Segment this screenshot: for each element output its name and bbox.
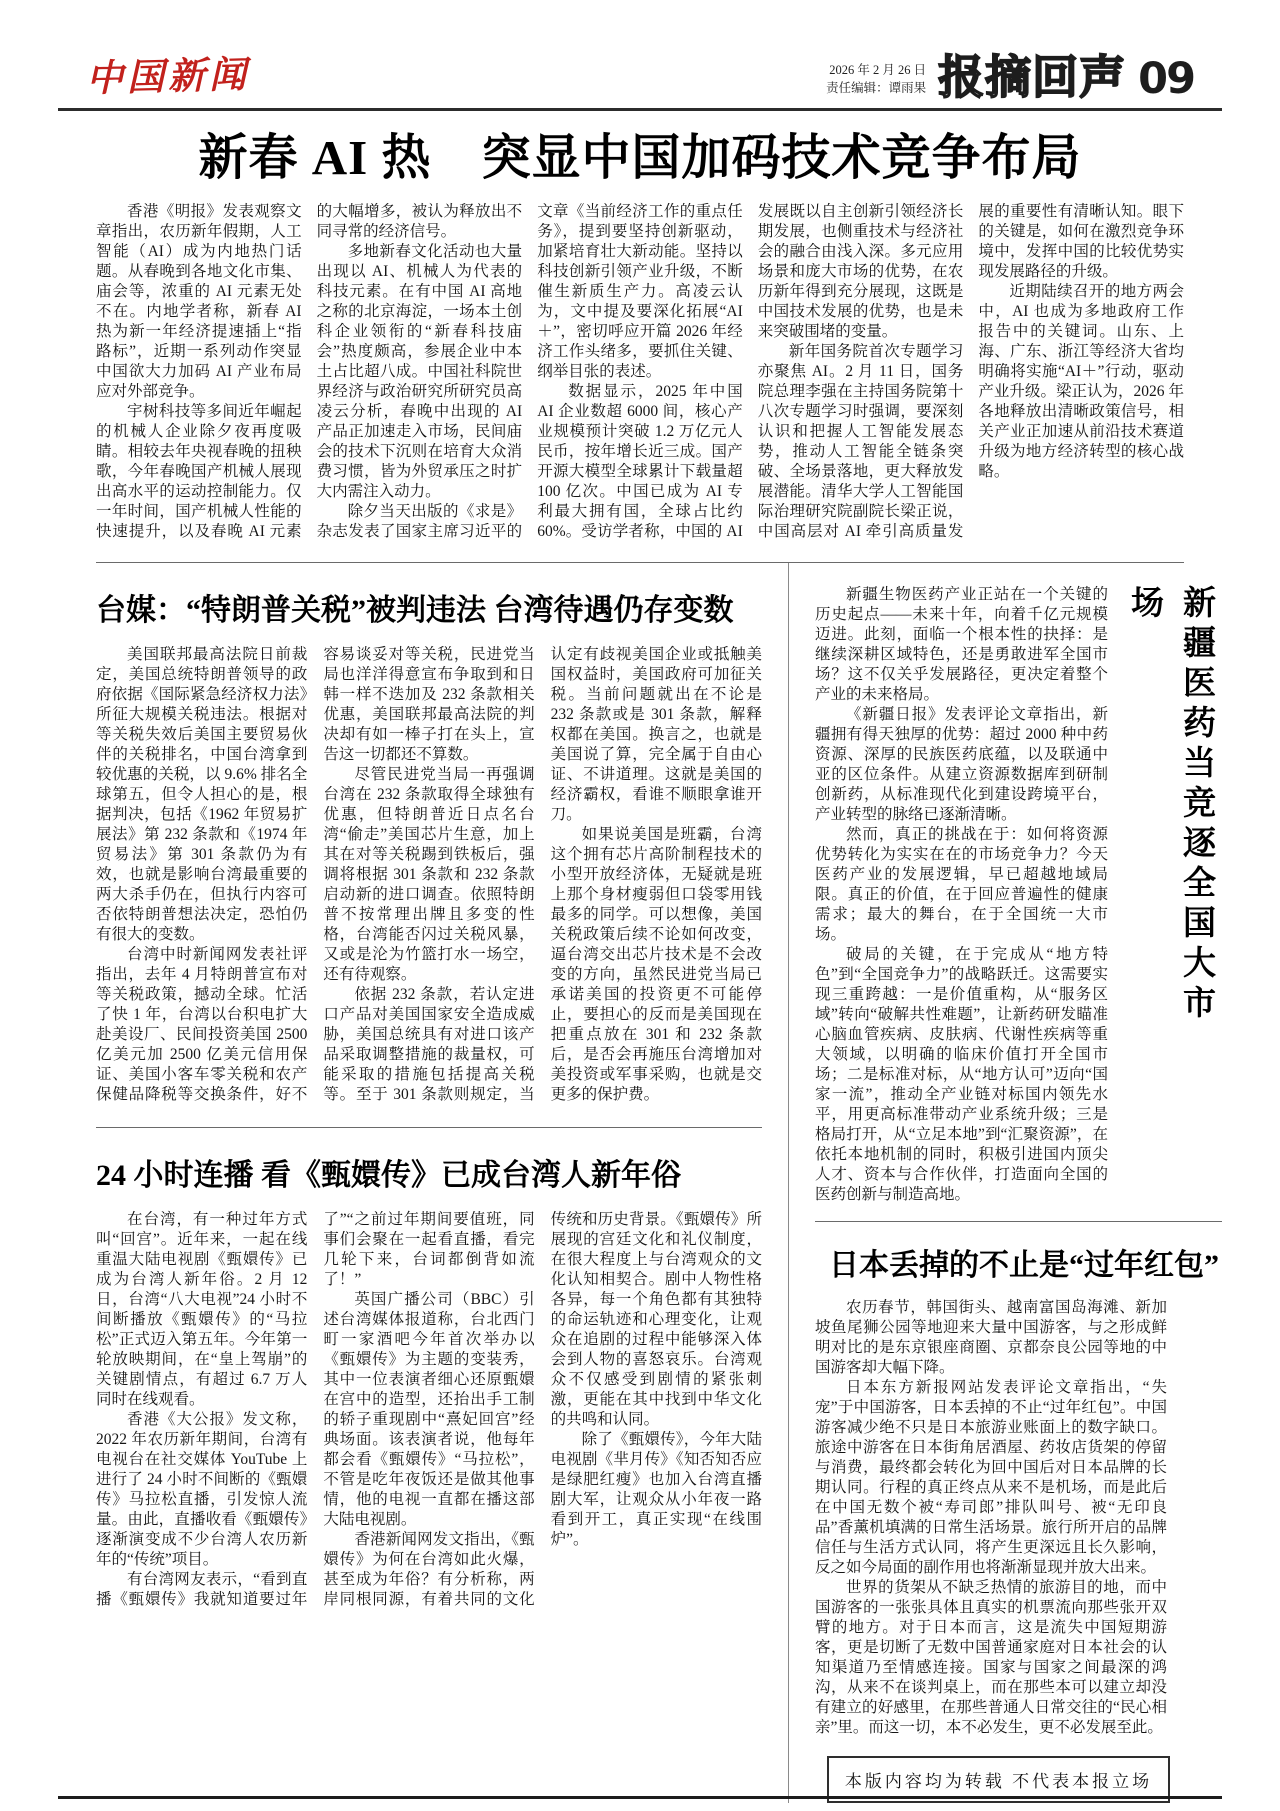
paragraph: 破局的关键，在于完成从“地方特色”到“全国竞争力”的战略跃迁。这需要实现三重跨越：一是价值重构，从“服务区域”转向“破解共性难题”，让新药研发瞄准心脑血管疾病、皮肤病、代谢性疾病等重大领域，以明确的临床价值打开全国市场；二是标准对标，从“地方认可”迈向“国家一流”，推动全产业链对标国内领先水平，用更高标准带动产业系统升级；三是格局打开，从“立足本地”到“汇聚资源”，在依托本地机制的同时，积极引进国内顶尖人才、资本与合作伙伴，打造面向全国的医药创新与制造高地。 bbox=[815, 945, 1108, 1203]
article-japan-body bbox=[815, 1298, 1222, 1738]
editor-credit: 责任编辑：谭雨果 bbox=[826, 81, 927, 95]
article-ai-body bbox=[96, 202, 1184, 542]
article-tariff bbox=[96, 585, 762, 1105]
article-zhenhuan-headline: 24 小时连播 看《甄嬛传》已成台湾人新年俗 bbox=[96, 1158, 681, 1192]
masthead-logo: 中国新闻 bbox=[85, 51, 251, 101]
paragraph: 近期陆续召开的地方两会中，AI 也成为多地政府工作报告中的关键词。山东、上海、广东、浙江等经济大省均明确将实施“AI＋”行动，驱动产业升级。梁正认为，2026 年各地释放出清晰政策信号，相关产业正加速从前沿技术赛道升级为地方经济转型的核心战略。 bbox=[978, 282, 1184, 480]
paragraph: 在台湾，有一种过年方式叫“回宫”。近年来，一起在线重温大陆电视剧《甄嬛传》已成为台湾人新年俗。2 月 12 日，台湾“八大电视”24 小时不间断播放《甄嬛传》的“马拉松”正式迈入第五年。今年第一轮放映期间，在“皇上驾崩”的关键剧情点，有超过 6.7 万人同时在线观看。 bbox=[96, 1210, 308, 1408]
article-japan bbox=[815, 1240, 1222, 1738]
paragraph: 香港《明报》发表观察文章指出，农历新年假期，人工智能（AI）成为内地热门话题。从春晚到各地文化市集、庙会等，浓重的 AI 元素无处不在。内地学者称，新春 AI 热为新一年经济提速插上“指路标”，近期一系列动作突显中国欲大力加码 AI 产业布局应对外部竞争。 bbox=[96, 202, 302, 400]
paragraph: 尽管民进党当局一再强调台湾在 232 条款取得全球独有优惠，但特朗普近日点名台湾“偷走”美国芯片生意，加上其在对等关税踢到铁板后，强调将根据 301 条款和 232 条款启动新的进口调查。依照特朗普不按常理出牌且多变的性格，台湾能否闪过关税风暴，又或是沦为竹篮打水一场空，还有待观察。 bbox=[323, 765, 535, 983]
article-ai-headline: 新春 AI 热 突显中国加码技术竞争布局 bbox=[198, 130, 1082, 185]
paragraph: 农历春节，韩国街头、越南富国岛海滩、新加坡鱼尾狮公园等地迎来大量中国游客，与之形成鲜明对比的是东京银座商圈、京都奈良公园等地的中国游客却大幅下降。 bbox=[815, 1298, 1167, 1376]
lower-right-column bbox=[788, 563, 1222, 1803]
divider-left-articles bbox=[96, 1127, 762, 1128]
section-title: 报摘回声 bbox=[938, 51, 1127, 104]
paragraph: 新年国务院首次专题学习亦聚焦 AI。2 月 11 日，国务院总理李强在主持国务院第十八次专题学习时强调，要深刻认识和把握人工智能发展态势，推动人工智能全链条突破、全场景落地，更大释放发展潜能。清华大学人工智能国际治理研究院副院长梁正说，中国高层对 AI 牵引高质量发展的重要性有清晰认知。眼下的关键是，如何在激烈竞争环境中，发挥中国的比较优势实现发展路径的升级。 bbox=[757, 202, 1184, 540]
paragraph: 英国广播公司（BBC）引述台湾媒体报道称，台北西门町一家酒吧今年首次举办以《甄嬛传》为主题的变装秀，其中一位表演者细心还原甄嬛在宫中的造型，还抬出手工制的轿子重现剧中“熹妃回宫”经典场面。该表演者说，他每年都会看《甄嬛传》“马拉松”，不管是吃年夜饭还是做其他事情，他的电视一直都在播这部大陆电视剧。 bbox=[323, 1290, 535, 1528]
lower-left-column bbox=[96, 563, 762, 1803]
paragraph: 《新疆日报》发表评论文章指出，新疆拥有得天独厚的优势：超过 2000 种中药资源、深厚的民族医药底蕴，以及联通中亚的区位条件。从建立资源数据库到研制创新药，从标准现代化到建设跨境平台，产业转型的脉络已逐渐清晰。 bbox=[815, 705, 1108, 823]
article-zhenhuan-body bbox=[96, 1210, 762, 1610]
article-xinjiang-vertical-headline: 新疆医药当竞逐全国大市场 bbox=[1126, 584, 1214, 1025]
paragraph: 如果说美国是班霸，台湾这个拥有芯片高阶制程技术的小型开放经济体，无疑就是班上那个身材瘦弱但口袋零用钱最多的同学。可以想像，美国关税政策后续不论如何改变，逼台湾交出芯片技术是不会改变的方向，虽然民进党当局已承诺美国的投资更不可能停止，要担心的反而是美国现在把重点放在 301 和 232 条款后，是否会再施压台湾增加对美投资或军事采购，也就是交更多的保护费。 bbox=[550, 825, 762, 1103]
paragraph: 有台湾网友表示，“看到直播《甄嬛传》我就知道要过年了”“之前过年期间要值班，同事们会聚在一起看直播，看完几轮下来，台词都倒背如流了！” bbox=[96, 1210, 535, 1608]
article-tariff-body bbox=[96, 645, 762, 1105]
divider-right-articles bbox=[815, 1221, 1222, 1222]
reprint-disclaimer-box: 本版内容均为转载 不代表本报立场 bbox=[827, 1756, 1170, 1803]
article-xinjiang bbox=[815, 585, 1222, 1205]
article-tariff-headline: 台媒：“特朗普关税”被判违法 台湾待遇仍存变数 bbox=[96, 593, 734, 627]
lower-region bbox=[58, 563, 1222, 1803]
page-number: 09 bbox=[1138, 54, 1194, 105]
paragraph: 除夕当天出版的《求是》杂志发表了国家主席习近平的文章《当前经济工作的重点任务》，提到要坚持创新驱动，加紧培育壮大新动能。坚持以科技创新引领产业升级，不断催生新质生产力。高凌云认为，文中提及要深化拓展“AI＋”，密切呼应开篇 2026 年经济工作头绪多，要抓住关键、纲举目张的表述。 bbox=[316, 202, 743, 540]
paragraph: 世界的货架从不缺乏热情的旅游目的地，而中国游客的一张张具体且真实的机票流向那些张开双臂的地方。对于日本而言，这是流失中国短期游客，更是切断了无数中国普通家庭对日本社会的认知渠道乃至情感连接。国家与国家之间最深的鸿沟，从来不在谈判桌上，而在那些本可以建立却没有建立的好感里，在那些普通人日常交往的“民心相亲”里。而这一切，本不必发生，更不必发展至此。 bbox=[815, 1578, 1167, 1736]
issue-date: 2026 年 2 月 26 日 bbox=[829, 63, 927, 77]
article-ai bbox=[58, 131, 1222, 563]
article-japan-headline: 日本丢掉的不止是“过年红包” bbox=[829, 1248, 1219, 1282]
paragraph: 依据 232 条款，若认定进口产品对美国国家安全造成威胁，美国总统具有对进口该产品采取调整措施的裁量权，可能采取的措施包括提高关税等。至于 301 条款则规定，当认定有歧视美国企业或抵触美国权益时，美国政府可加征关税。当前问题就出在不论是 232 条款或是 301 条款，解释权都在美国。换言之，也就是美国说了算，完全属于自由心证、不讲道理。这就是美国的经济霸权，看谁不顺眼拿谁开刀。 bbox=[323, 645, 762, 1103]
paragraph: 除了《甄嬛传》，今年大陆电视剧《芈月传》《知否知否应是绿肥红瘦》也加入台湾直播剧大军，让观众从小年夜一路看到开工，真正实现“在线围炉”。 bbox=[550, 1430, 762, 1548]
paragraph: 香港《大公报》发文称，2022 年农历新年期间，台湾有电视台在社交媒体 YouTube 上进行了 24 小时不间断的《甄嬛传》马拉松直播，引发惊人流量。由此，直播收看《甄嬛传》逐渐演变成不少台湾人农历新年的“传统”项目。 bbox=[96, 1410, 308, 1568]
paragraph: 美国联邦最高法院日前裁定，美国总统特朗普领导的政府依据《国际紧急经济权力法》所征大规模关税违法。根据对等关税失效后美国主要贸易伙伴的关税排名，中国台湾拿到较优惠的关税，以 9.6% 排名全球第五，但令人担心的是，根据判决，包括《1962 年贸易扩展法》第 232 条款和《1974 年贸易法》第 301 条款仍为有效，也就是影响台湾最重要的两大杀手仍在，但执行内容可否依特朗普想法决定，恐怕仍有很大的变数。 bbox=[96, 645, 308, 943]
header-right bbox=[826, 51, 1194, 105]
page-bottom-rule bbox=[58, 1796, 1222, 1799]
article-xinjiang-body bbox=[815, 585, 1108, 1205]
paragraph: 新疆生物医药产业正站在一个关键的历史起点——未来十年，向着千亿元规模迈进。此刻，面临一个根本性的抉择：是继续深耕区域特色，还是勇敢进军全国市场？这不仅关乎发展路径，更决定着整个产业的未来格局。 bbox=[815, 585, 1108, 703]
paragraph: 数据显示，2025 年中国 AI 企业数超 6000 间，核心产业规模预计突破 1.2 万亿元人民币，按年增长近三成。国产开源大模型全球累计下载量超 100 亿次。中国已成为 AI 专利最大拥有国，全球占比约 60%。受访学者称，中国的 AI 发展既以自主创新引领经济长期发展，也侧重技术与经济社会的融合由浅入深。多元应用场景和庞大市场的优势，在农历新年得到充分展现，这既是中国技术发展的优势，也是未来突破围堵的变量。 bbox=[537, 202, 964, 540]
paragraph: 香港新闻网发文指出，《甄嬛传》为何在台湾如此火爆，甚至成为年俗？有分析称，两岸同根同源，有着共同的文化传统和历史背景。《甄嬛传》所展现的宫廷文化和礼仪制度，在很大程度上与台湾观众的文化认知相契合。剧中人物性格各异，每一个角色都有其独特的命运轨迹和心理变化，让观众在追剧的过程中能够深入体会到人物的喜怒哀乐。台湾观众不仅感受到剧情的紧张刺激，更能在其中找到中华文化的共鸣和认同。 bbox=[323, 1210, 762, 1608]
article-zhenhuan bbox=[96, 1150, 762, 1610]
paragraph: 宇树科技等多间近年崛起的机械人企业除夕夜再度吸睛。相较去年央视春晚的扭秧歌，今年春晚国产机械人展现出高水平的运动控制能力。仅一年时间，国产机械人性能的快速提升，以及春晚 AI 元素的大幅增多，被认为释放出不同寻常的经济信号。 bbox=[96, 202, 523, 540]
paragraph: 台湾中时新闻网发表社评指出，去年 4 月特朗普宣布对等关税政策，撼动全球。忙活了快 1 年，台湾以台积电扩大赴美设厂、民间投资美国 2500 亿美元加 2500 亿美元信用保证、美国小客车零关税和农产保健品降税等交换条件，好不容易谈妥对等关税，民进党当局也洋洋得意宣布争取到和日韩一样不迭加及 232 条款相关优惠，美国联邦最高法院的判决却有如一棒子打在头上，宣告这一切都还不算数。 bbox=[96, 645, 535, 1103]
paragraph: 然而，真正的挑战在于：如何将资源优势转化为实实在在的市场竞争力？今天医药产业的发展逻辑，早已超越地域局限。真正的价值，在于回应普遍性的健康需求；最大的舞台，在于全国统一大市场。 bbox=[815, 825, 1108, 943]
date-editor-block bbox=[826, 61, 926, 100]
page-header bbox=[58, 40, 1222, 111]
paragraph: 日本东方新报网站发表评论文章指出，“失宠”于中国游客，日本丢掉的不止“过年红包”。中国游客减少绝不只是日本旅游业账面上的数字缺口。旅途中游客在日本街角居酒屋、药妆店货架的停留与消费，最终都会转化为回中国后对日本品牌的长期认同。行程的真正终点从来不是机场，而是此后在中国无数个被“寿司郎”排队叫号、被“无印良品”香薰机填满的日常生活场景。旅行所开启的品牌信任与生活方式认同，将产生更深远且长久影响，反之如今局面的副作用也将渐渐显现并放大出来。 bbox=[815, 1378, 1167, 1576]
paragraph: 多地新春文化活动也大量出现以 AI、机械人为代表的科技元素。在有中国 AI 高地之称的北京海淀，一场本土创科企业领衔的“新春科技庙会”热度颇高，参展企业中本土占比超八成。中国社科院世界经济与政治研究所研究员高凌云分析，春晚中出现的 AI 产品正加速走入市场，民间庙会的技术下沉则在培育大众消费习惯，皆为外贸承压之时扩大内需注入动力。 bbox=[316, 242, 523, 500]
